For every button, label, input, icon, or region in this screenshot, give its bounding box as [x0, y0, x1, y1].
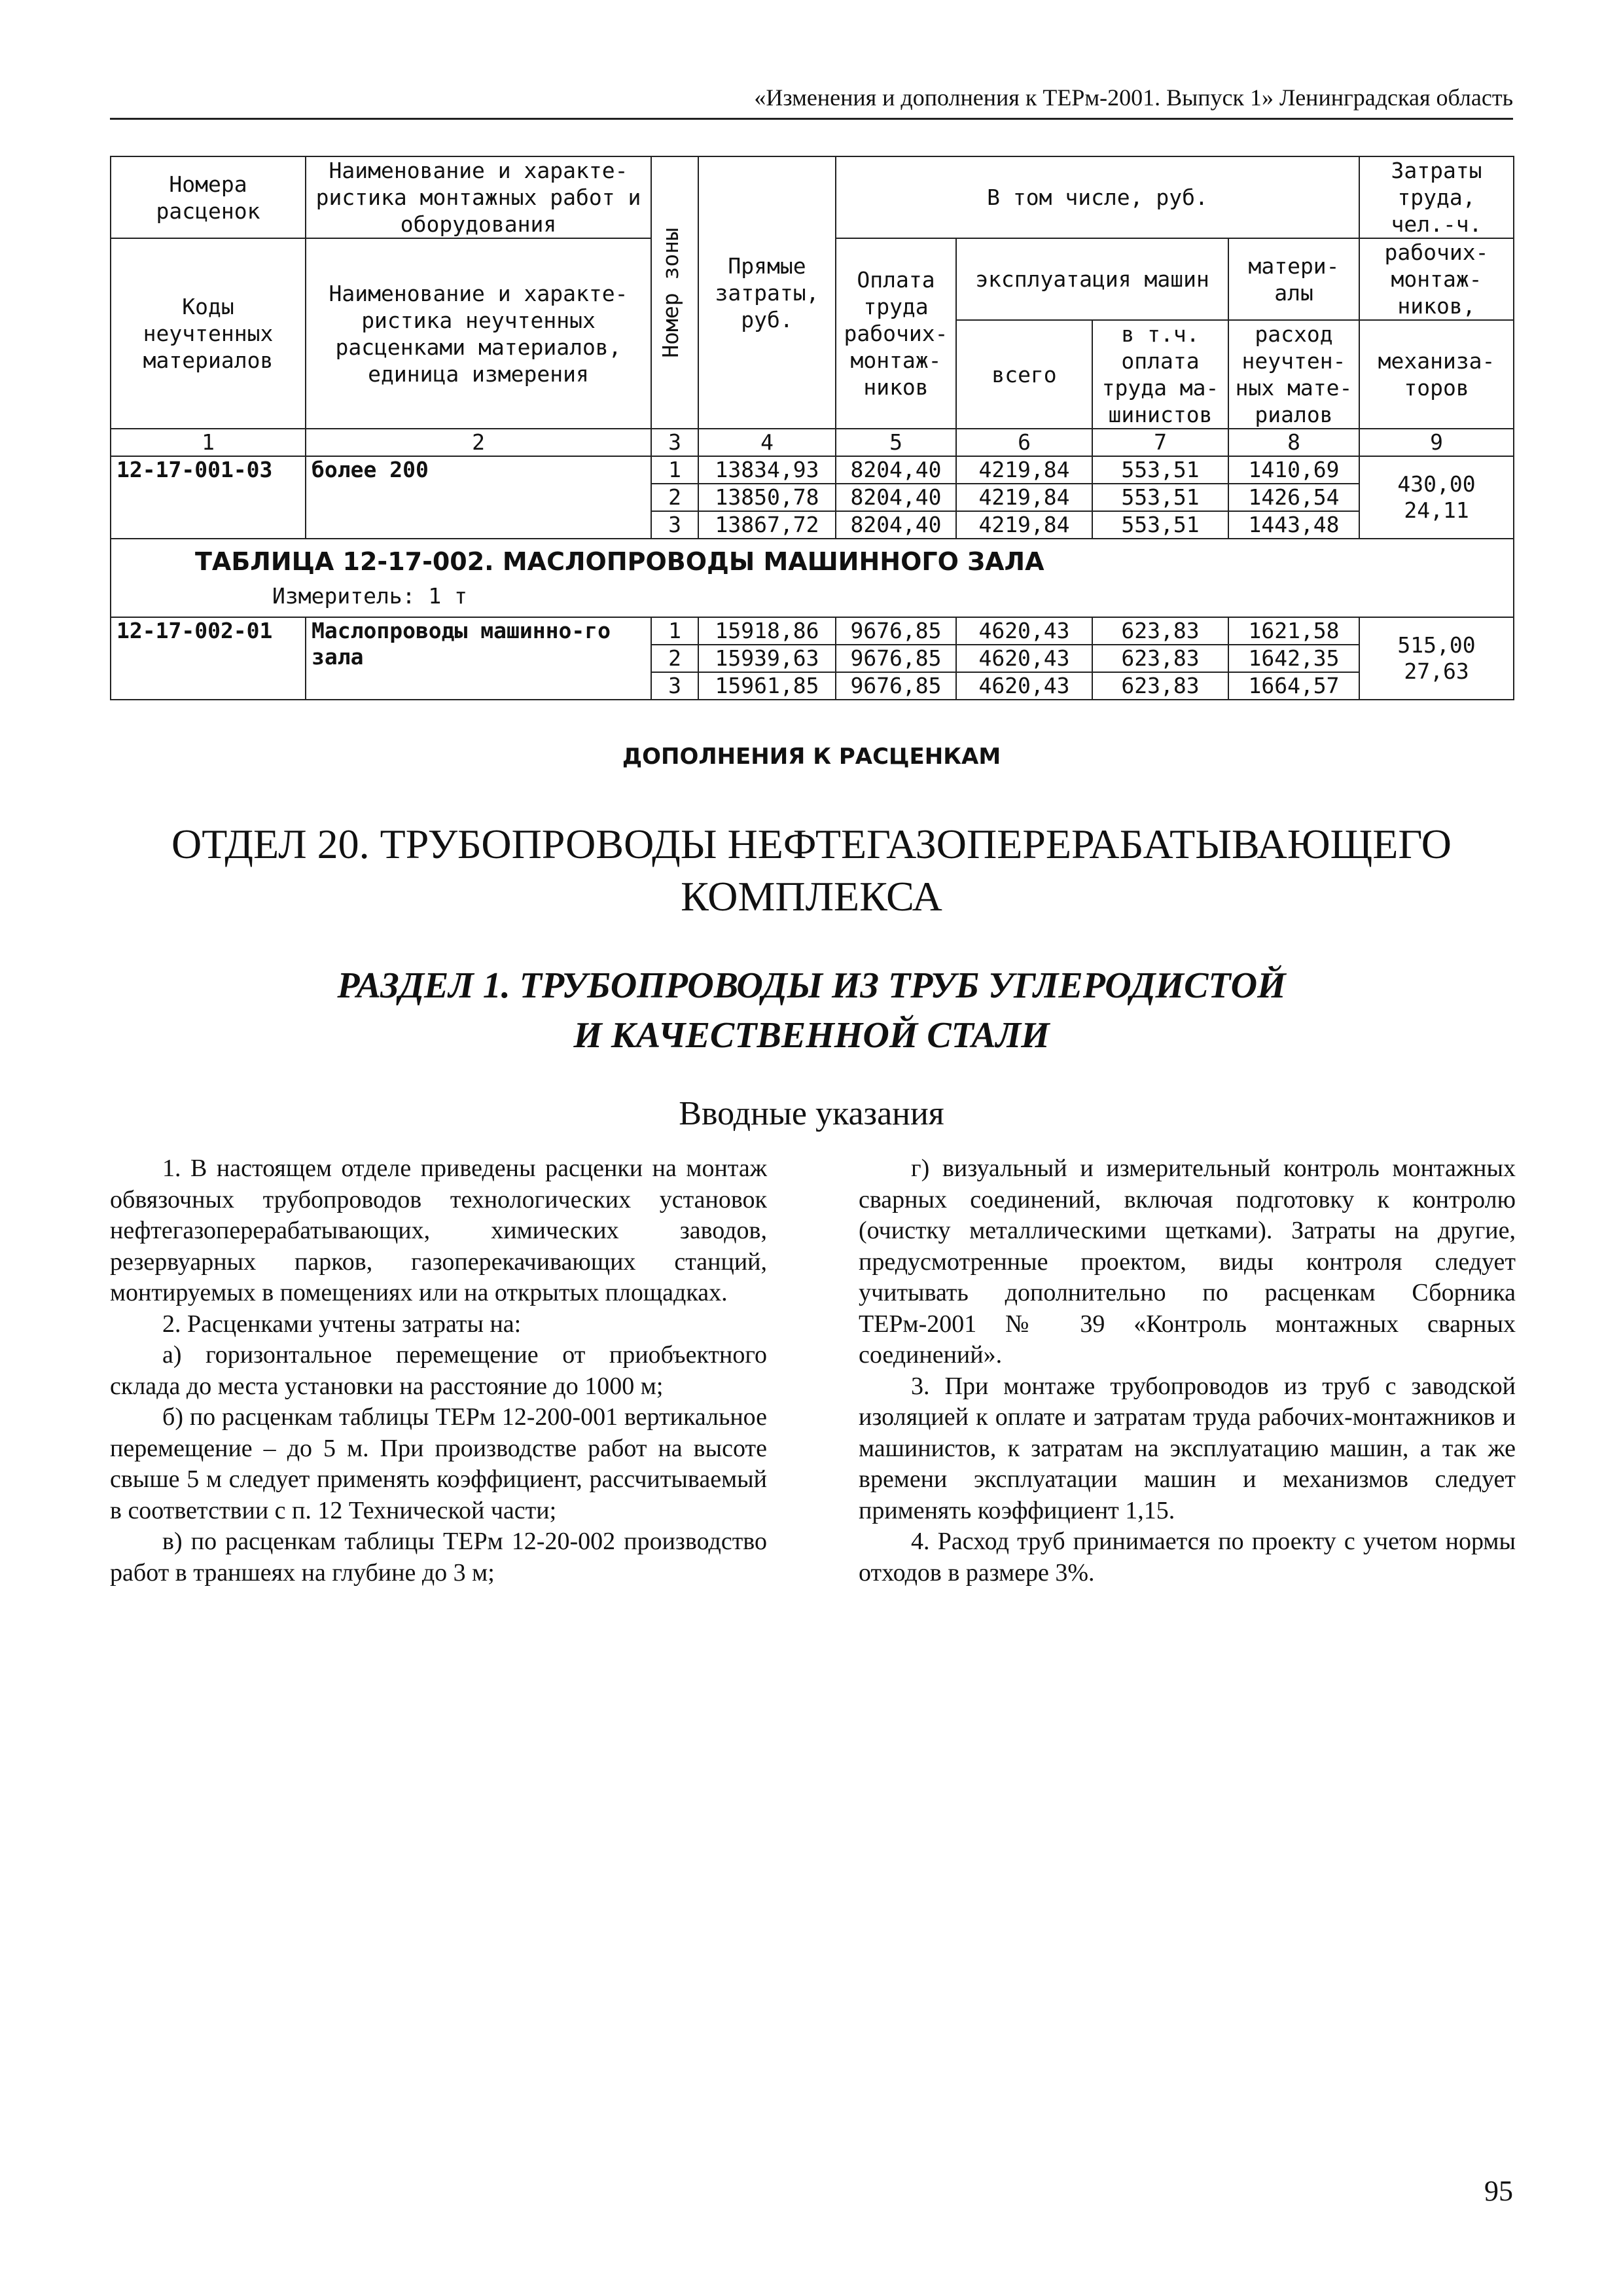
section-title: РАЗДЕЛ 1. ТРУБОПРОВОДЫ ИЗ ТРУБ УГЛЕРОДИСТОЙ И КАЧЕСТВЕННОЙ СТАЛИ [337, 965, 1286, 1056]
col-head-mechanics: механиза-торов [1359, 320, 1514, 429]
col-head-material-use: расход неучтен-ных мате-риалов [1228, 320, 1359, 429]
table-row: 3 13867,72 8204,40 4219,84 553,51 1443,48 [111, 511, 1514, 539]
paragraph: в) по расценкам таблицы ТЕРм 12-20-002 производство работ в траншеях на глубине до 3 м; [110, 1528, 767, 1587]
running-header: «Изменения и дополнения к ТЕРм-2001. Выпуск 1» Ленинградская область [110, 84, 1513, 120]
col-head-rate-numbers: Номера расценок [111, 156, 306, 238]
col-head-workers-pay: Оплата труда рабочих-монтаж-ников [836, 238, 956, 429]
col-head-materials: матери-алы [1228, 238, 1359, 320]
col-head-machines-total: всего [956, 320, 1092, 429]
col-head-labor-costs: Затраты труда, чел.-ч. [1359, 156, 1514, 238]
rate-code: 12-17-002-01 [111, 617, 306, 700]
table-title-block [111, 539, 1514, 617]
intro-heading: Вводные указания [679, 1095, 944, 1132]
col-head-machines: эксплуатация машин [956, 238, 1228, 320]
department-title: ОТДЕЛ 20. ТРУБОПРОВОДЫ НЕФТЕГАЗОПЕРЕРАБАТЫВАЮЩЕГО КОМПЛЕКСА [171, 821, 1452, 920]
col-head-including: В том числе, руб. [836, 156, 1359, 238]
table-row: 2 13850,78 8204,40 4219,84 553,51 1426,54 [111, 484, 1514, 511]
table-row: 2 15939,63 9676,85 4620,43 623,83 1642,35 [111, 645, 1514, 672]
paragraph: 4. Расход труб принимается по проекту с учетом нормы отходов в размере 3%. [859, 1528, 1516, 1587]
right-column [859, 1153, 1516, 1588]
rates-table [110, 156, 1514, 700]
paragraph: г) визуальный и измерительный контроль монтажных сварных соединений, включая подготовку к контролю (очистку металлическими щетками). Затраты на другие, предусмотренные проектом, виды контроля следует учитывать дополнительно по расценкам Сборника ТЕРм-2001 № 39 «Контроль монтажных сварных соединений». [859, 1155, 1516, 1369]
col-head-machinists-pay: в т.ч. оплата труда ма-шинистов [1092, 320, 1228, 429]
col-head-unaccounted-materials: Наименование и характе-ристика неучтенных расценками материалов, единица измерения [306, 238, 651, 429]
supplements-heading: ДОПОЛНЕНИЯ К РАСЦЕНКАМ [622, 744, 1001, 770]
paragraph: б) по расценкам таблицы ТЕРм 12-200-001 вертикальное перемещение – до 5 м. При производстве работ на высоте свыше 5 м следует применять коэффициент, рассчитываемый в соответствии с п. 12 Технической части; [110, 1403, 767, 1524]
rate-code: 12-17-001-03 [111, 456, 306, 539]
col-head-workers: рабочих-монтаж-ников, [1359, 238, 1514, 320]
labor-costs-cell: 515,00 27,63 [1359, 617, 1514, 700]
rate-name: более 200 [306, 456, 651, 539]
col-head-direct-costs: Прямые затраты, руб. [698, 156, 836, 429]
col-head-zone: Номер зоны [651, 156, 698, 429]
paragraph: а) горизонтальное перемещение от приобъектного склада до места установки на расстояние до 1000 м; [110, 1341, 767, 1400]
table-title: ТАБЛИЦА 12-17-002. МАСЛОПРОВОДЫ МАШИННОГО ЗАЛА [195, 547, 1044, 576]
left-column [110, 1153, 767, 1588]
labor-costs-cell: 430,00 24,11 [1359, 456, 1514, 539]
column-numbers-row: 1 2 3 4 5 6 7 8 9 [111, 429, 1514, 456]
paragraph: 3. При монтаже трубопроводов из труб с заводской изоляцией к оплате и затратам труда рабочих-монтажников и машинистов, к затратам на эксплуатацию машин, а так же времени эксплуатации машин и механизмов следует применять коэффициент 1,15. [859, 1372, 1516, 1524]
table-row: 12-17-001-03 более 200 1 13834,93 8204,40 4219,84 553,51 1410,69 430,00 24,11 [111, 456, 1514, 484]
paragraph: 2. Расценками учтены затраты на: [162, 1310, 522, 1338]
table-row: 12-17-002-01 Маслопроводы машинно-го зала 1 15918,86 9676,85 4620,43 623,83 1621,58 515,00 27,63 [111, 617, 1514, 645]
rate-name: Маслопроводы машинно-го зала [306, 617, 651, 700]
paragraph: 1. В настоящем отделе приведены расценки на монтаж обвязочных трубопроводов технологических установок нефтегазоперерабатывающих, химических заводов, резервуарных парков, газоперекачивающих станций, монтируемых в помещениях или на открытых площадках. [110, 1155, 767, 1306]
page-number: 95 [1484, 2175, 1513, 2207]
table-meter: Измеритель: 1 т [272, 583, 468, 609]
col-head-codes: Коды неучтенных материалов [111, 238, 306, 429]
table-row: 3 15961,85 9676,85 4620,43 623,83 1664,57 [111, 672, 1514, 700]
col-head-work-name: Наименование и характе-ристика монтажных работ и оборудования [306, 156, 651, 238]
